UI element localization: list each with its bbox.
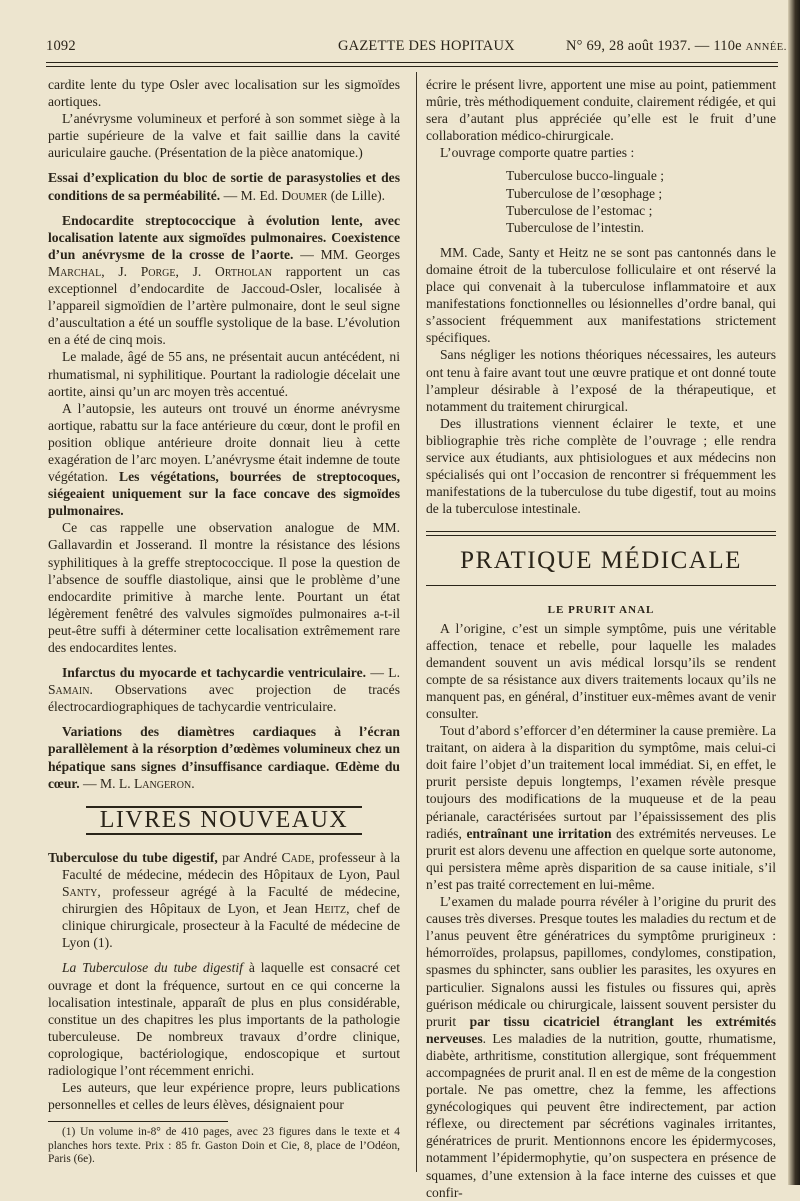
column-divider bbox=[416, 72, 417, 1172]
author-name: Doumer bbox=[281, 187, 328, 203]
author-name: Langeron bbox=[133, 775, 192, 791]
author-name: Samain bbox=[48, 682, 90, 698]
author-name: Marchal bbox=[48, 263, 102, 279]
page-number: 1092 bbox=[46, 38, 76, 54]
issue-date: N° 69, 28 août 1937. — 110e bbox=[566, 38, 742, 54]
parts-list bbox=[426, 167, 776, 235]
author-name: Porge bbox=[140, 263, 176, 279]
page-binding-edge bbox=[788, 0, 800, 1185]
section-rule bbox=[426, 535, 776, 536]
paragraph: Tout d’abord s’efforcer d’en déterminer la cause première. La traitant, on aidera à la disparition du symptôme, mais celui-ci doit faire l’objet d’un traitement local immédiat. Si, en effet, le prurit persiste depuis longtemps, l’examen révèle presque toujours des modifications de la muqueuse et de la peau périanale, caractérisées surtout par l’épaississement des plis radiés, entraînant une irritation des extrémités nerveuses. Le prurit est alors devenu une affection en quelque sorte autonome, qui persistera même après disparition de sa cause initiale, s’il n’est pas traité correctement en lui-même. bbox=[426, 723, 776, 892]
book-title: Tuberculose du tube digestif, bbox=[48, 849, 218, 865]
section-heading-pratique: PRATIQUE MÉDICALE bbox=[460, 547, 742, 575]
header-rule bbox=[46, 62, 778, 63]
section-heading-livres: LIVRES NOUVEAUX bbox=[48, 806, 400, 835]
paragraph: Ce cas rappelle une observation analogue de MM. Gallavardin et Josserand. Il montre la résistance des lésions syphilitiques à la greffe streptococcique. Il pose la question de l’absence de souffle diastolique, ainsi que le problème d’une endocardite primitive à marche lente. Pourtant un état légèrement fenêtré des valvules sigmoïdes pulmonaires a-t-il peut-être suffi à déterminer cette localisation extrêmement rare des endocardites lentes. bbox=[48, 520, 400, 655]
article-subhead: LE PRURIT ANAL bbox=[547, 604, 655, 617]
paragraph: écrire le présent livre, apportent une mise au point, patiemment mûrie, très méthodiquement conduite, clairement rédigée, et qui sera d’autant plus appréciée qu’elle est le fruit d’une collaboration médico-chirurgicale. bbox=[426, 77, 776, 144]
author-name: Ortholan bbox=[215, 263, 273, 279]
running-header bbox=[46, 38, 787, 60]
paragraph: La Tuberculose du tube digestif à laquelle est consacré cet ouvrage et dont la fréquence, surtout en ce qui concerne la localisation intestinale, apparaît de plus en plus considérable, constitue un des chapitres les plus importants de la pathologie tuberculeuse. De nombreux travaux d’ordre clinique, coprologique, bactériologique, endoscopique et surtout radiologique l’ont récemment enrichi. bbox=[48, 960, 400, 1078]
communication: Infarctus du myocarde et tachycardie ventriculaire. — L. Samain. Observations avec projection de tracés électrocardiographiques de tachycardie ventriculaire. bbox=[48, 665, 401, 715]
paragraph: Le malade, âgé de 55 ans, ne présentait aucun antécédent, ni rhumatismal, ni syphilitique. Pourtant la radiologie décelait une aortite, ainsi qu’un arc moyen très accentué. bbox=[48, 349, 400, 399]
list-item: Tuberculose de l’intestin. bbox=[506, 219, 645, 235]
list-item: Tuberculose de l’estomac ; bbox=[506, 202, 653, 218]
paragraph: L’anévrysme volumineux et perforé à son sommet siège à la partie supérieure de la valve et fait saillie dans la cavité auriculaire gauche. (Présentation de la pièce anatomique.) bbox=[48, 111, 400, 161]
journal-title: GAZETTE DES HOPITAUX bbox=[338, 38, 515, 54]
paragraph: cardite lente du type Osler avec localisation sur les sigmoïdes aortiques. bbox=[48, 77, 400, 110]
communication: Essai d’explication du bloc de sortie de parasystolies et des conditions de sa perméabilité. — M. Ed. Doumer (de Lille). bbox=[48, 170, 400, 203]
paragraph: Sans négliger les notions théoriques nécessaires, les auteurs ont tenu à faire avant tout une œuvre pratique et ont donné toute l’ampleur désirable à l’exposé de la thérapeutique, et notamment du traitement chirurgical. bbox=[426, 347, 776, 414]
paragraph: Les auteurs, que leur expérience propre, leurs publications personnelles et celles de leurs élèves, désignaient pour bbox=[48, 1080, 400, 1113]
footnote-rule bbox=[48, 1121, 228, 1122]
paragraph: Des illustrations viennent éclairer le texte, et une bibliographie très riche complète de l’ouvrage ; elle rendra service aux étudiants, aux phtisiologues et aux médecins non spécialisés qui ont l’occasion de rencontrer si fréquemment les manifestations de la tuberculose du tube digestif, tout au moins de la tuberculose intestinale. bbox=[426, 415, 776, 517]
header-rule-thin bbox=[46, 66, 778, 67]
issue-year-suffix: ANNÉE. bbox=[745, 42, 787, 53]
communication-title: Endocardite streptococcique à évolution lente, avec localisation latente aux sigmoïdes pulmonaires. Coexistence d’un anévrysme de la crosse de l’aorte. bbox=[48, 212, 400, 262]
paragraph: L’examen du malade pourra révéler à l’origine du prurit des causes très diverses. Presque toutes les maladies du rectum et de l’anus peuvent être génératrices du symptôme prurigineux : hémorroïdes, prolapsus, papillomes, condylomes, constipation, spasmes du sphincter, sans oublier les parasites, les oxyures en particulier. Signalons aussi les fistules ou fissures qui, après guérison médicale ou chirurgicale, laissent souvent persister du prurit par tissu cicatriciel étranglant les extrémités nerveuses. Les maladies de la nutrition, goutte, rhumatisme, diabète, arthritisme, constitution allergique, sont fréquemment accompagnées de prurit anal. Il en est de même de la congestion portale. Ne pas omettre, chez la femme, les affections gynécologiques qui peuvent être indirectement, par action réflexe, ou directement par sécrétions vaginales irritantes, génératrices de prurit. Mentionnons encore les épidermycoses, notamment l’épidermophytie, qu’on suspectera en présence de squames, d’une extension à la face interne des cuisses et que confir- bbox=[426, 894, 776, 1200]
paragraph: A l’origine, c’est un simple symptôme, puis une véritable affection, tenace et rebelle, pour laquelle les malades demandent souvent un avis médical lorsqu’ils se rendent compte de sa résistance aux divers traitements locaux qu’ils ne manquent pas, en général, d’instituer eux-mêmes avant de venir consulter. bbox=[426, 620, 776, 721]
right-column bbox=[426, 76, 776, 1201]
list-item: Tuberculose de l’œsophage ; bbox=[506, 185, 663, 201]
left-column bbox=[48, 76, 400, 1167]
book-entry: Tuberculose du tube digestif, par André Cade, professeur à la Faculté de médecine, médecin des Hôpitaux de Lyon, Paul Santy, professeur agrégé à la Faculté de médecine, chirurgien des Hôpitaux de Lyon, et Jean Heitz, chef de clinique chirurgicale, prosecteur à la Faculté de médecine de Lyon (1). bbox=[48, 849, 400, 951]
footnote: (1) Un volume in-8° de 410 pages, avec 23 figures dans le texte et 4 planches hors texte. Prix : 85 fr. Gaston Doin et Cie, 8, place de l’Odéon, Paris (6e). bbox=[48, 1126, 400, 1166]
communication-title: Essai d’explication du bloc de sortie de parasystolies et des conditions de sa perméabilité. bbox=[48, 170, 400, 203]
paragraph: L’ouvrage comporte quatre parties : bbox=[440, 145, 635, 161]
list-item: Tuberculose bucco-linguale ; bbox=[506, 168, 665, 184]
issue-info bbox=[566, 38, 787, 55]
paragraph: A l’autopsie, les auteurs ont trouvé un énorme anévrysme aortique, rabattu sur la face antérieure du cœur, dont le profil en position oblique antérieure droite donnait lieu à cette exagération de l’arc moyen. L’anévrysme était indemne de toute végétation. Les végétations, bourrées de streptocoques, siégeaient uniquement sur la face concave des sigmoïdes pulmonaires. bbox=[48, 400, 400, 519]
communication-title: Infarctus du myocarde et tachycardie ventriculaire. bbox=[62, 665, 367, 681]
communication: Variations des diamètres cardiaques à l’écran parallèlement à la résorption d’œdèmes volumineux chez un hépatique sans signes d’insuffisance cardiaque. Œdème du cœur. — M. L. Langeron. bbox=[48, 724, 400, 791]
communication: Endocardite streptococcique à évolution lente, avec localisation latente aux sigmoïdes pulmonaires. Coexistence d’un anévrysme de la crosse de l’aorte. — MM. Georges Marchal, J. Porge, J. Ortholan rapportent un cas exceptionnel d’endocardite de Jaccoud-Osler, localisée à l’appareil sigmoïdien de l’artère pulmonaire, dont le seul signe d’auscultation a été un souffle systolique de la base. L’évolution en a été de cinq mois. bbox=[48, 212, 400, 348]
communication-title: Variations des diamètres cardiaques à l’écran parallèlement à la résorption d’œdèmes volumineux chez un hépatique sans signes d’insuffisance cardiaque. Œdème du cœur. bbox=[48, 724, 400, 791]
paragraph: MM. Cade, Santy et Heitz ne se sont pas cantonnés dans le domaine étroit de la tuberculose folliculaire et ont réservé la place qui convenait à la tuberculose inflammatoire et aux manifestations fonctionnelles ou lésionnelles d’ordre banal, qui s’associent fréquemment aux manifestations strictement spécifiques. bbox=[426, 244, 776, 346]
